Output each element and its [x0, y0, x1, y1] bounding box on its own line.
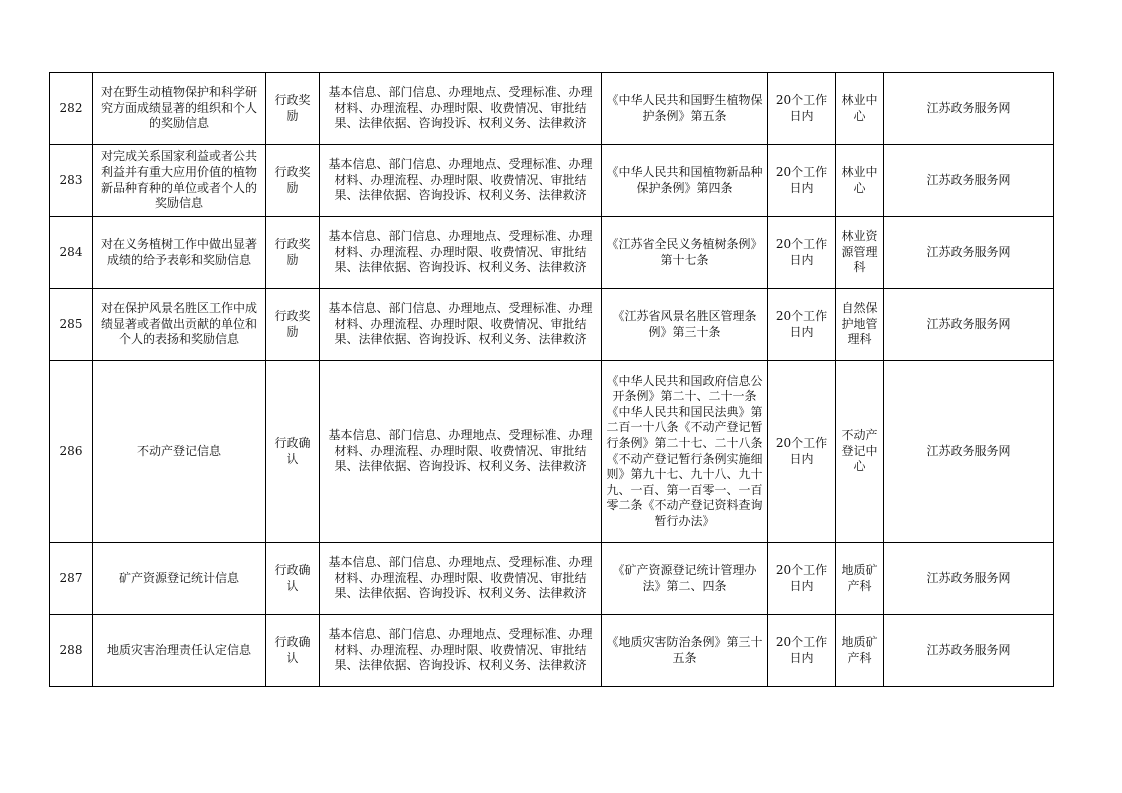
document-page	[49, 72, 1054, 687]
table-row	[50, 145, 1054, 217]
row-number: 283	[50, 145, 93, 217]
item-name: 对在义务植树工作中做出显著成绩的给予表彰和奖励信息	[93, 217, 266, 289]
table-row	[50, 361, 1054, 543]
legal-basis: 《江苏省风景名胜区管理条例》第三十条	[602, 289, 768, 361]
table-row	[50, 217, 1054, 289]
item-category: 行政奖励	[266, 289, 320, 361]
row-number: 285	[50, 289, 93, 361]
legal-basis: 《中华人民共和国政府信息公开条例》第二十、二十一条《中华人民共和国民法典》第二百一十八条《不动产登记暂行条例》第二十七、二十八条《不动产登记暂行条例实施细则》第九十七、九十八、九十九、一百、第一百零一、一百零二条《不动产登记资料查询暂行办法》	[602, 361, 768, 543]
table-row	[50, 543, 1054, 615]
item-category: 行政确认	[266, 615, 320, 687]
item-name: 对完成关系国家利益或者公共利益并有重大应用价值的植物新品种育种的单位或者个人的奖励信息	[93, 145, 266, 217]
disclosure-channel: 江苏政务服务网	[884, 217, 1054, 289]
time-limit: 20个工作日内	[768, 145, 836, 217]
responsible-dept: 地质矿产科	[836, 615, 884, 687]
disclosure-channel: 江苏政务服务网	[884, 361, 1054, 543]
table-row	[50, 289, 1054, 361]
time-limit: 20个工作日内	[768, 217, 836, 289]
disclosure-channel: 江苏政务服务网	[884, 543, 1054, 615]
row-number: 288	[50, 615, 93, 687]
item-name: 地质灾害治理责任认定信息	[93, 615, 266, 687]
legal-basis: 《矿产资源登记统计管理办法》第二、四条	[602, 543, 768, 615]
responsible-dept: 不动产登记中心	[836, 361, 884, 543]
time-limit: 20个工作日内	[768, 361, 836, 543]
responsible-dept: 林业中心	[836, 73, 884, 145]
responsible-dept: 林业中心	[836, 145, 884, 217]
responsible-dept: 地质矿产科	[836, 543, 884, 615]
item-category: 行政奖励	[266, 73, 320, 145]
disclosure-channel: 江苏政务服务网	[884, 145, 1054, 217]
disclosure-content: 基本信息、部门信息、办理地点、受理标准、办理材料、办理流程、办理时限、收费情况、审批结果、法律依据、咨询投诉、权利义务、法律救济	[320, 217, 602, 289]
table-row	[50, 615, 1054, 687]
disclosure-channel: 江苏政务服务网	[884, 289, 1054, 361]
item-name: 矿产资源登记统计信息	[93, 543, 266, 615]
time-limit: 20个工作日内	[768, 615, 836, 687]
disclosure-content: 基本信息、部门信息、办理地点、受理标准、办理材料、办理流程、办理时限、收费情况、审批结果、法律依据、咨询投诉、权利义务、法律救济	[320, 145, 602, 217]
item-category: 行政确认	[266, 361, 320, 543]
row-number: 282	[50, 73, 93, 145]
time-limit: 20个工作日内	[768, 543, 836, 615]
item-category: 行政确认	[266, 543, 320, 615]
item-category: 行政奖励	[266, 217, 320, 289]
legal-basis: 《江苏省全民义务植树条例》第十七条	[602, 217, 768, 289]
item-name: 不动产登记信息	[93, 361, 266, 543]
legal-basis: 《中华人民共和国植物新品种保护条例》第四条	[602, 145, 768, 217]
disclosure-content: 基本信息、部门信息、办理地点、受理标准、办理材料、办理流程、办理时限、收费情况、审批结果、法律依据、咨询投诉、权利义务、法律救济	[320, 73, 602, 145]
row-number: 286	[50, 361, 93, 543]
disclosure-content: 基本信息、部门信息、办理地点、受理标准、办理材料、办理流程、办理时限、收费情况、审批结果、法律依据、咨询投诉、权利义务、法律救济	[320, 361, 602, 543]
disclosure-channel: 江苏政务服务网	[884, 615, 1054, 687]
item-category: 行政奖励	[266, 145, 320, 217]
responsible-dept: 自然保护地管理科	[836, 289, 884, 361]
disclosure-content: 基本信息、部门信息、办理地点、受理标准、办理材料、办理流程、办理时限、收费情况、审批结果、法律依据、咨询投诉、权利义务、法律救济	[320, 543, 602, 615]
disclosure-table	[49, 72, 1054, 687]
disclosure-content: 基本信息、部门信息、办理地点、受理标准、办理材料、办理流程、办理时限、收费情况、审批结果、法律依据、咨询投诉、权利义务、法律救济	[320, 289, 602, 361]
legal-basis: 《地质灾害防治条例》第三十五条	[602, 615, 768, 687]
disclosure-channel: 江苏政务服务网	[884, 73, 1054, 145]
time-limit: 20个工作日内	[768, 73, 836, 145]
item-name: 对在保护风景名胜区工作中成绩显著或者做出贡献的单位和个人的表扬和奖励信息	[93, 289, 266, 361]
row-number: 287	[50, 543, 93, 615]
row-number: 284	[50, 217, 93, 289]
item-name: 对在野生动植物保护和科学研究方面成绩显著的组织和个人的奖励信息	[93, 73, 266, 145]
table-row	[50, 73, 1054, 145]
responsible-dept: 林业资源管理科	[836, 217, 884, 289]
time-limit: 20个工作日内	[768, 289, 836, 361]
disclosure-content: 基本信息、部门信息、办理地点、受理标准、办理材料、办理流程、办理时限、收费情况、审批结果、法律依据、咨询投诉、权利义务、法律救济	[320, 615, 602, 687]
legal-basis: 《中华人民共和国野生植物保护条例》第五条	[602, 73, 768, 145]
